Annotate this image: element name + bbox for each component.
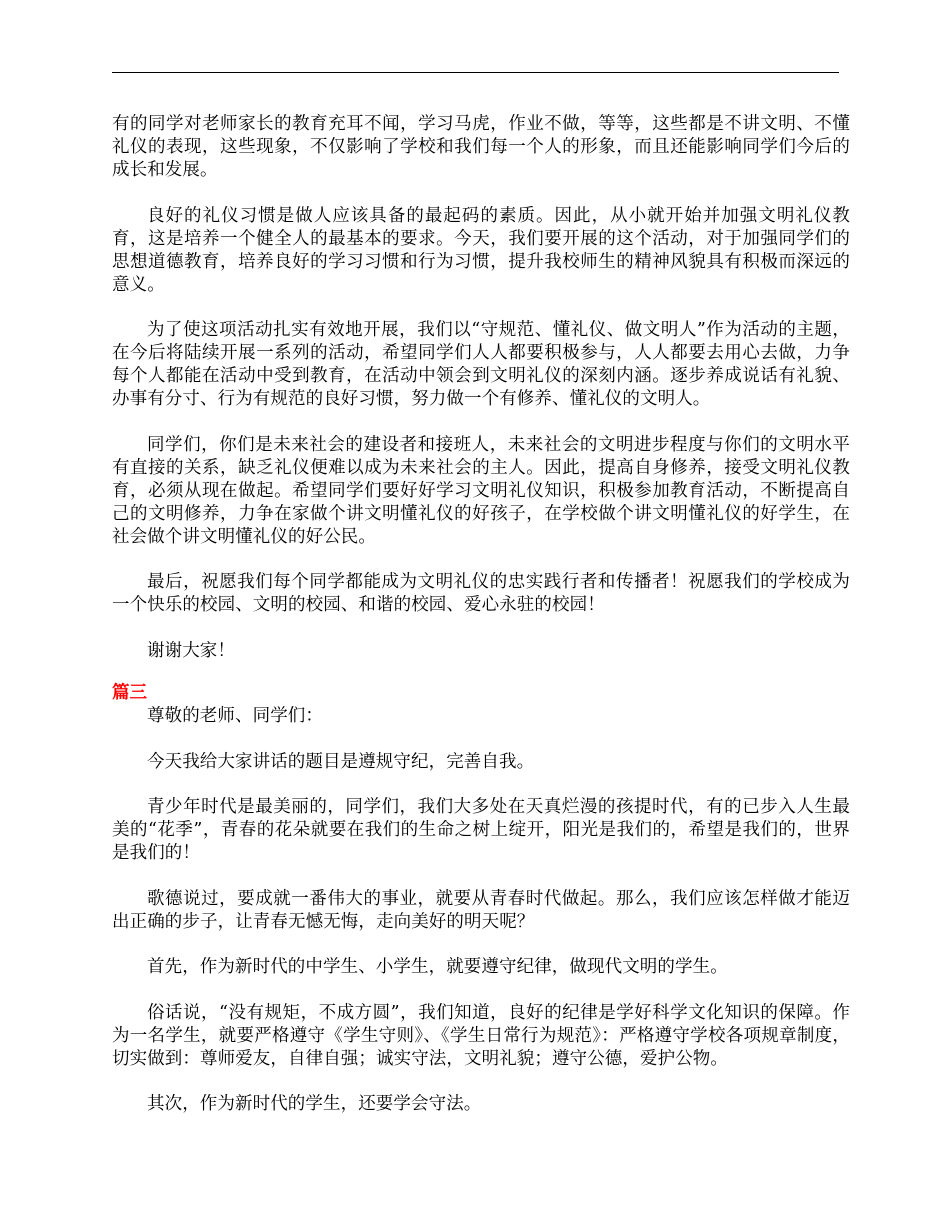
- paragraph: 今天我给大家讲话的题目是遵规守纪，完善自我。: [147, 751, 535, 772]
- paragraph: 最后，祝愿我们每个同学都能成为文明礼仪的忠实践行者和传播者！祝愿我们的学校成为一个快乐的校园、文明的校园、和谐的校园、爱心永驻的校园！: [112, 572, 850, 615]
- document-body: [112, 113, 850, 1139]
- paragraph: 俗话说，“没有规矩，不成方圆”，我们知道，良好的纪律是学好科学文化知识的保障。作为一名学生，就要严格遵守《学生守则》、《学生日常行为规范》：严格遵守学校各项规章制度，切实做到：尊师爱友，自律自强；诚实守法，文明礼貌；遵守公德，爱护公物。: [112, 1002, 850, 1069]
- paragraph: 同学们，你们是未来社会的建设者和接班人，未来社会的文明进步程度与你们的文明水平有直接的关系，缺乏礼仪便难以成为未来社会的主人。因此，提高自身修养，接受文明礼仪教育，必须从现在做起。希望同学们要好好学习文明礼仪知识，积极参加教育活动，不断提高自己的文明修养，力争在家做个讲文明懂礼仪的好孩子，在学校做个讲文明懂礼仪的好学生，在社会做个讲文明懂礼仪的好公民。: [112, 434, 850, 547]
- paragraph: 为了使这项活动扎实有效地开展，我们以“守规范、懂礼仪、做文明人”作为活动的主题，在今后将陆续开展一系列的活动，希望同学们人人都要积极参与，人人都要去用心去做，力争每个人都能在活动中受到教育，在活动中领会到文明礼仪的深刻内涵。逐步养成说话有礼貌、办事有分寸、行为有规范的良好习惯，努力做一个有修养、懂礼仪的文明人。: [112, 320, 850, 409]
- paragraph: 青少年时代是最美丽的，同学们，我们大多处在天真烂漫的孩提时代，有的已步入人生最美的“花季”，青春的花朵就要在我们的生命之树上绽开，阳光是我们的，希望是我们的，世界是我们的！: [112, 797, 850, 863]
- paragraph: 良好的礼仪习惯是做人应该具备的最起码的素质。因此，从小就开始并加强文明礼仪教育，这是培养一个健全人的最基本的要求。今天，我们要开展的这个活动，对于加强同学们的思想道德教育，培养良好的学习习惯和行为习惯，提升我校师生的精神风貌具有积极而深远的意义。: [112, 205, 850, 295]
- paragraph-closing: 谢谢大家！: [147, 640, 235, 661]
- header-rule: [112, 72, 839, 73]
- paragraph-salutation: 尊敬的老师、同学们：: [147, 706, 323, 726]
- paragraph: 首先，作为新时代的中学生、小学生，就要遵守纪律，做现代文明的学生。: [147, 957, 728, 977]
- section-heading: 篇三: [112, 683, 147, 703]
- paragraph-continued: 有的同学对老师家长的教育充耳不闻，学习马虎，作业不做，等等，这些都是不讲文明、不懂礼仪的表现，这些现象，不仅影响了学校和我们每一个人的形象，而且还能影响同学们今后的成长和发展。: [112, 114, 850, 180]
- paragraph: 歌德说过，要成就一番伟大的事业，就要从青春时代做起。那么，我们应该怎样做才能迈出正确的步子，让青春无憾无悔，走向美好的明天呢？: [112, 888, 850, 932]
- paragraph: 其次，作为新时代的学生，还要学会守法。: [147, 1094, 482, 1114]
